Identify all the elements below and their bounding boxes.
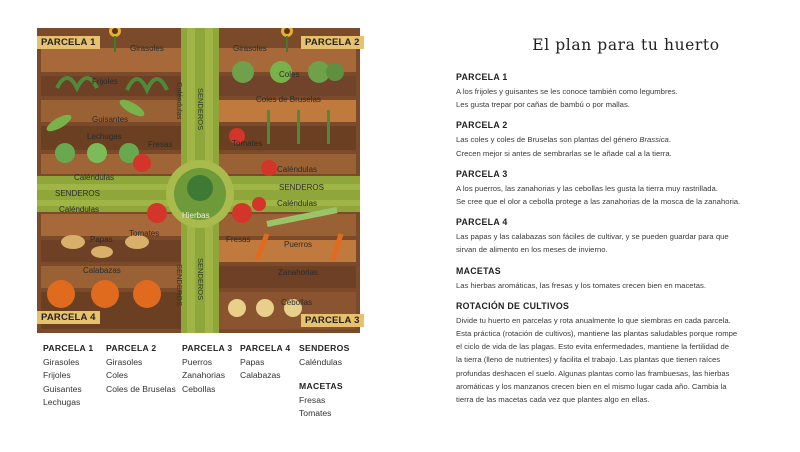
legend-heading: SENDEROS — [299, 343, 350, 353]
section-line-punct: . — [668, 135, 671, 145]
legend-item: Calabazas — [240, 370, 281, 381]
section-parcela-1 — [456, 72, 778, 111]
legend-item: Zanahorias — [182, 370, 225, 381]
pumpkins — [47, 280, 161, 308]
section-rotacion — [456, 301, 778, 406]
crop-label-coles: Coles — [279, 70, 300, 79]
crop-label-puerros: Puerros — [284, 240, 313, 249]
section-line: la tierra (lleno de nutrientes) y facilita el trabajo. Las plantas que tienen raíces — [456, 355, 721, 365]
section-parcela-3 — [456, 169, 778, 208]
page-title: El plan para tu huerto — [532, 36, 720, 54]
plot-label-2: PARCELA 2 — [301, 36, 364, 49]
legend-item: Girasoles — [43, 357, 80, 367]
crop-label-calendulas-4: Caléndulas — [277, 199, 318, 208]
section-heading: PARCELA 1 — [456, 72, 508, 82]
crop-label-guisantes: Guisantes — [92, 115, 129, 124]
legend-item: Lechugas — [43, 397, 81, 408]
legend — [43, 343, 363, 443]
plot-label-3: PARCELA 3 — [301, 314, 364, 327]
legend-heading: PARCELA 1 — [43, 343, 94, 353]
crop-label-girasoles: Girasoles — [130, 44, 164, 53]
legend-item: Cebollas — [182, 383, 216, 394]
crop-label-fresas-2: Fresas — [226, 235, 251, 244]
section-heading: PARCELA 3 — [456, 168, 508, 179]
plot-label-4: PARCELA 4 — [37, 311, 100, 324]
section-line: Crecen mejor si antes de sembrarlas se le añade cal a la tierra. — [456, 148, 672, 158]
section-parcela-4 — [456, 217, 778, 256]
section-line: Esta práctica (rotación de cultivos), mantiene las plantas saludables porque rompe — [456, 329, 738, 339]
legend-item: Coles — [106, 370, 128, 381]
section-line: A los frijoles y guisantes se les conoce también como legumbres. — [456, 87, 678, 96]
garden-illustration — [37, 28, 360, 333]
section-line-text: Las coles y coles de Bruselas son plantas del género — [456, 135, 640, 145]
crop-label-calendulas-3: Caléndulas — [59, 205, 100, 214]
crop-label-calabazas: Calabazas — [83, 266, 121, 275]
section-line: Divide tu huerto en parcelas y rota anualmente lo que siembras en cada parcela. — [456, 315, 731, 325]
section-line: Las papas y las calabazas son fáciles de cultivar, y se pueden guardar para que — [456, 232, 729, 242]
section-heading: PARCELA 4 — [456, 217, 508, 228]
crop-label-tomates: Tomates — [232, 139, 263, 148]
path-label-senderos-v2: SENDEROS — [175, 264, 184, 307]
crop-label-fresas: Fresas — [148, 140, 173, 149]
legend-col-parcela-2 — [106, 343, 176, 396]
section-line: aromáticas y los manzanos crecen bien en el mismo lugar cada año. Cambia la — [456, 381, 727, 391]
crop-label-tomates-2: Tomates — [129, 229, 160, 238]
legend-heading: PARCELA 2 — [106, 343, 157, 353]
legend-heading: MACETAS — [299, 381, 343, 391]
section-line — [456, 133, 778, 146]
legend-heading: PARCELA 3 — [182, 343, 233, 353]
legend-heading: PARCELA 4 — [240, 343, 291, 353]
legend-col-macetas — [299, 381, 343, 421]
path-label-senderos-v1: SENDEROS — [196, 88, 205, 131]
legend-item: Frijoles — [43, 370, 71, 381]
legend-item: Fresas — [299, 395, 326, 405]
section-line: sirvan de alimento en los meses de invierno. — [456, 245, 608, 255]
crop-label-zanahorias: Zanahorias — [278, 268, 319, 277]
section-line: profundas deshacen el suelo. Algunas plantas como las frambuesas, las hierbas — [456, 368, 730, 378]
section-heading: ROTACIÓN DE CULTIVOS — [456, 300, 570, 311]
section-parcela-2 — [456, 120, 778, 159]
crop-label-coles-bruselas: Coles de Bruselas — [256, 95, 321, 104]
legend-col-parcela-1 — [43, 343, 93, 410]
lettuces — [55, 143, 139, 163]
legend-col-parcela-3 — [182, 343, 232, 396]
crop-label-lechugas: Lechugas — [87, 132, 122, 141]
crop-label-calendulas-1: Caléndulas — [74, 173, 115, 182]
section-line: el ciclo de vida de las plagas. Esto evita enfermedades, mantiene la fertilidad de — [456, 342, 730, 352]
crop-label-papas: Papas — [90, 235, 113, 244]
crop-label-girasoles-2: Girasoles — [233, 44, 267, 53]
section-macetas — [456, 266, 778, 292]
section-heading: PARCELA 2 — [456, 120, 508, 131]
section-line: tierra de las macetas cada vez que plantes algo en ellas. — [456, 395, 650, 405]
legend-item: Girasoles — [106, 357, 143, 367]
legend-col-senderos — [299, 343, 350, 369]
crop-label-cebollas: Cebollas — [281, 298, 313, 307]
legend-item: Guisantes — [43, 383, 82, 394]
crop-label-hierbas: Hierbas — [182, 211, 210, 220]
path-label-senderos-v3: SENDEROS — [196, 258, 205, 301]
crop-label-frijoles: Frijoles — [92, 77, 118, 86]
section-line: Les gusta trepar por cañas de bambú o por mallas. — [456, 100, 630, 110]
plot-label-1: PARCELA 1 — [37, 36, 100, 49]
text-column — [456, 36, 778, 415]
legend-item: Tomates — [299, 408, 332, 419]
crop-label-calendulas-2: Caléndulas — [277, 165, 318, 174]
genus-name: Brassica — [639, 135, 669, 145]
section-line: A los puerros, las zanahorias y las cebollas les gusta la tierra muy rastrillada. — [456, 183, 718, 193]
section-heading: MACETAS — [456, 265, 501, 276]
legend-item: Puerros — [182, 357, 213, 367]
path-label-senderos-2: SENDEROS — [279, 183, 324, 192]
section-line: Se cree que el olor a cebolla protege a las zanahorias de la mosca de la zanahoria. — [456, 197, 741, 207]
legend-item: Papas — [240, 357, 265, 367]
legend-item: Caléndulas — [299, 357, 342, 367]
legend-col-parcela-4 — [240, 343, 290, 383]
legend-item: Coles de Bruselas — [106, 383, 176, 394]
section-line: Las hierbas aromáticas, las fresas y los tomates crecen bien en macetas. — [456, 280, 706, 290]
path-label-senderos-1: SENDEROS — [55, 189, 100, 198]
path-label-calendulas-v: Caléndulas — [175, 82, 184, 120]
